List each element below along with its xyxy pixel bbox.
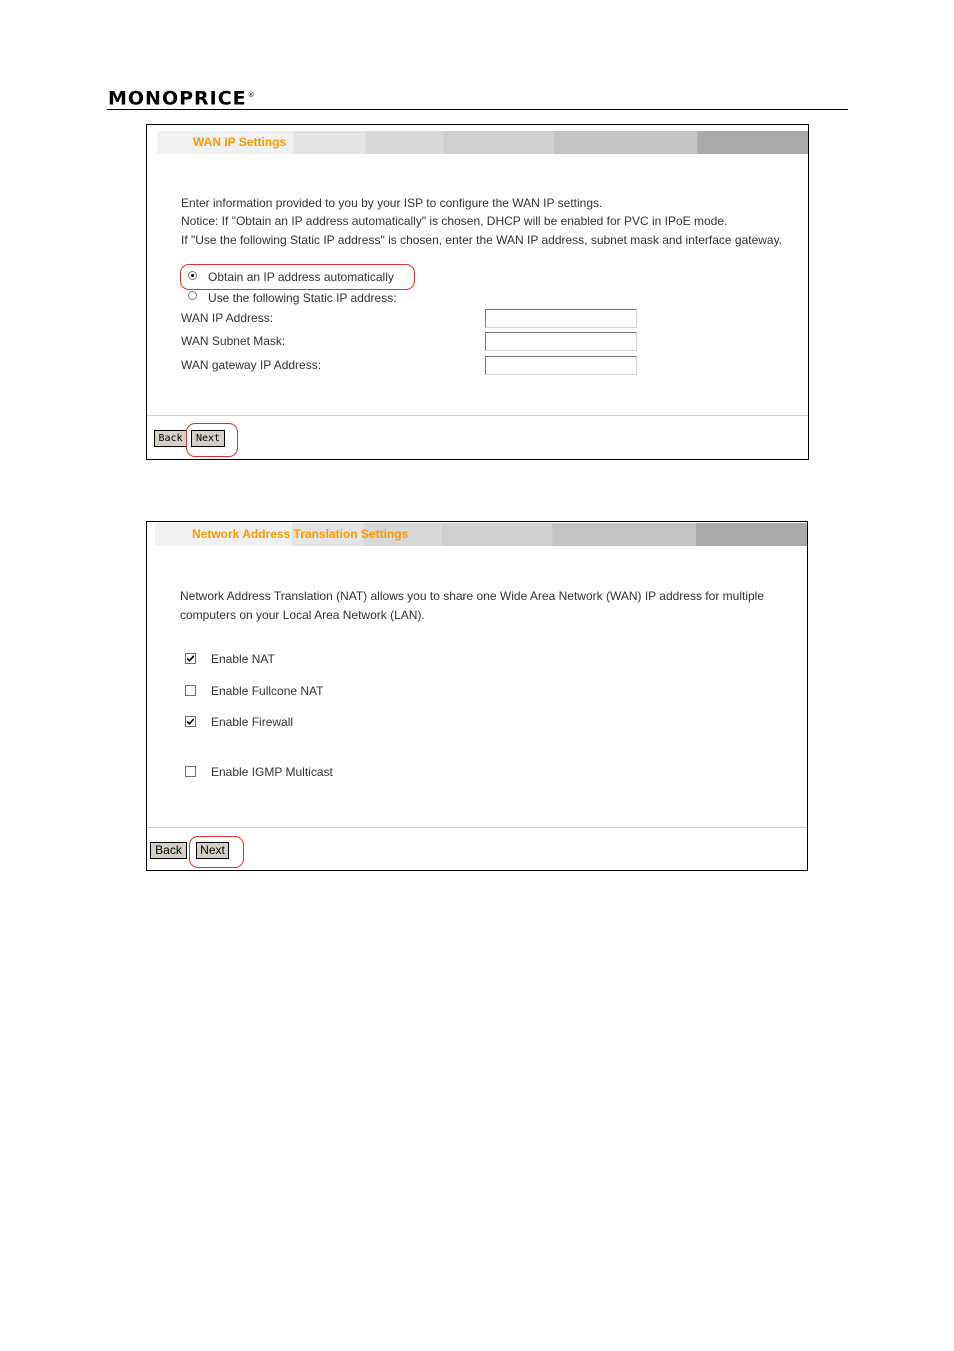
static-ip-label: Use the following Static IP address: bbox=[208, 291, 397, 305]
brand-logo bbox=[108, 84, 256, 109]
wan-subnet-mask-input[interactable] bbox=[485, 332, 637, 351]
wan-ip-address-label: WAN IP Address: bbox=[181, 311, 274, 325]
registered-mark: ® bbox=[247, 91, 256, 99]
wan-ip-description-line-3: If "Use the following Static IP address" is chosen, enter the WAN IP address, subnet mask and interface gateway. bbox=[181, 233, 783, 247]
back-button[interactable]: Back bbox=[154, 430, 187, 447]
wan-subnet-mask-label: WAN Subnet Mask: bbox=[181, 334, 286, 348]
enable-igmp-multicast-label: Enable IGMP Multicast bbox=[211, 765, 333, 779]
obtain-ip-highlight bbox=[180, 264, 415, 290]
next-button[interactable]: Next bbox=[191, 430, 225, 447]
wan-gateway-ip-input[interactable] bbox=[485, 356, 637, 375]
nat-footer-divider bbox=[147, 827, 807, 828]
enable-firewall-checkbox[interactable] bbox=[185, 716, 196, 727]
wan-ip-settings-panel bbox=[146, 124, 809, 460]
back-button[interactable]: Back bbox=[150, 842, 187, 859]
static-ip-radio[interactable] bbox=[188, 291, 197, 300]
enable-firewall-label: Enable Firewall bbox=[211, 715, 294, 729]
wan-gateway-ip-label: WAN gateway IP Address: bbox=[181, 358, 322, 372]
nat-description-line-1: Network Address Translation (NAT) allows you to share one Wide Area Network (WAN) IP address for multiple bbox=[180, 589, 764, 603]
next-button-highlight bbox=[186, 423, 238, 457]
wan-ip-title: WAN IP Settings bbox=[193, 135, 287, 149]
nat-titlebar bbox=[155, 523, 807, 546]
logo-text: MONOPRICE bbox=[108, 87, 247, 110]
nat-title: Network Address Translation Settings bbox=[192, 527, 409, 541]
enable-igmp-multicast-checkbox[interactable] bbox=[185, 766, 196, 777]
wan-ip-address-input[interactable] bbox=[485, 309, 637, 328]
enable-nat-checkbox[interactable] bbox=[185, 653, 196, 664]
wan-ip-description-line-2: Notice: If "Obtain an IP address automatically" is chosen, DHCP will be enabled for PVC in IPoE mode. bbox=[181, 214, 728, 228]
checkmark-icon bbox=[186, 717, 195, 726]
wan-ip-description-line-1: Enter information provided to you by your ISP to configure the WAN IP settings. bbox=[181, 196, 603, 210]
enable-nat-label: Enable NAT bbox=[211, 652, 275, 666]
wan-ip-footer-divider bbox=[147, 415, 808, 416]
enable-fullcone-nat-checkbox[interactable] bbox=[185, 685, 196, 696]
checkmark-icon bbox=[186, 654, 195, 663]
next-button-highlight bbox=[189, 836, 244, 868]
obtain-ip-automatically-label: Obtain an IP address automatically bbox=[208, 270, 394, 284]
header-divider bbox=[107, 109, 848, 110]
nat-settings-panel bbox=[146, 521, 808, 871]
enable-fullcone-nat-label: Enable Fullcone NAT bbox=[211, 684, 324, 698]
wan-ip-titlebar bbox=[157, 131, 808, 154]
next-button[interactable]: Next bbox=[196, 842, 229, 859]
nat-description-line-2: computers on your Local Area Network (LAN). bbox=[180, 608, 425, 622]
